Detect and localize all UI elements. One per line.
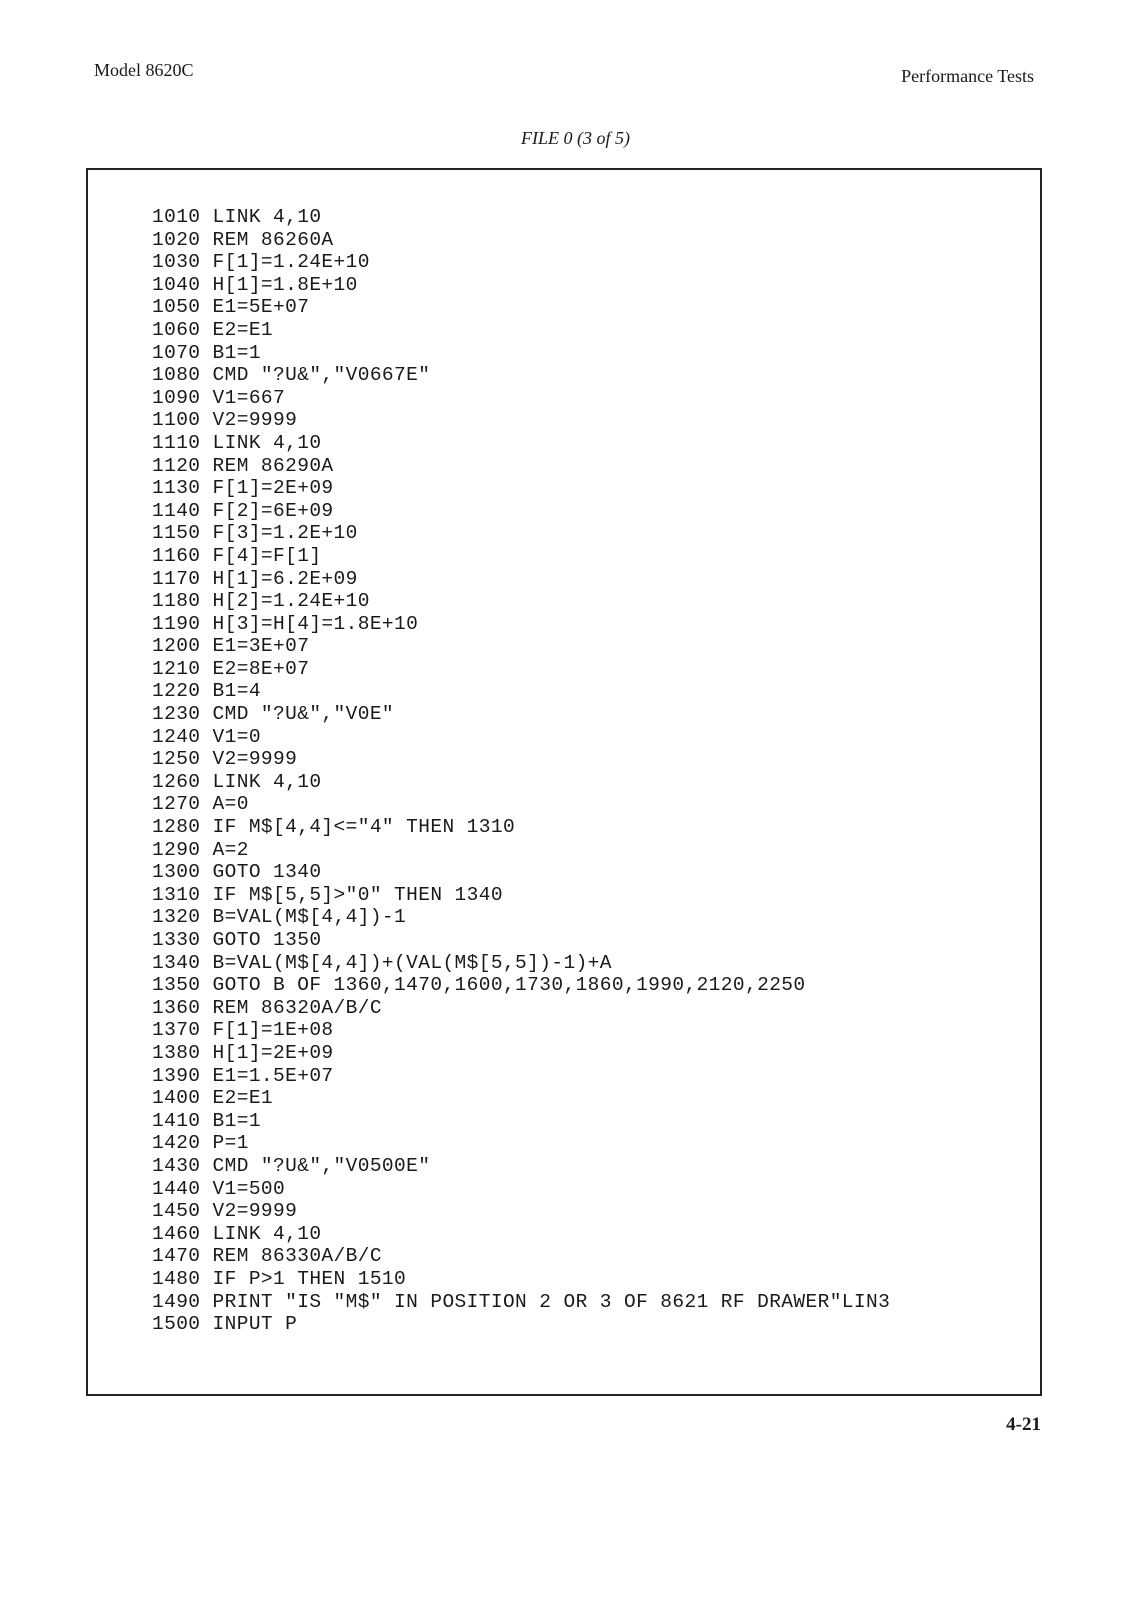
code-line: 1090 V1=667	[152, 386, 286, 409]
code-line: 1180 H[2]=1.24E+10	[152, 590, 370, 613]
code-line: 1220 B1=4	[152, 680, 261, 703]
code-line: 1400 E2=E1	[152, 1087, 274, 1110]
code-line: 1050 E1=5E+07	[152, 296, 310, 319]
code-line: 1210 E2=8E+07	[152, 657, 310, 680]
code-listing	[152, 206, 890, 1336]
code-line: 1160 F[4]=F[1]	[152, 544, 322, 567]
code-line: 1060 E2=E1	[152, 318, 274, 341]
code-line: 1430 CMD "?U&","V0500E"	[152, 1154, 431, 1177]
code-line: 1020 REM 86260A	[152, 228, 334, 251]
header-model: Model 8620C	[94, 60, 194, 80]
code-line: 1240 V1=0	[152, 725, 261, 748]
code-line: 1270 A=0	[152, 793, 249, 816]
code-line: 1460 LINK 4,10	[152, 1222, 322, 1245]
page-number: 4-21	[1006, 1414, 1041, 1435]
code-line: 1480 IF P>1 THEN 1510	[152, 1267, 407, 1290]
code-line: 1410 B1=1	[152, 1109, 261, 1132]
code-line: 1100 V2=9999	[152, 409, 298, 432]
code-line: 1500 INPUT P	[152, 1313, 298, 1336]
code-line: 1200 E1=3E+07	[152, 635, 310, 658]
code-line: 1290 A=2	[152, 838, 249, 861]
header-section: Performance Tests	[901, 66, 1034, 86]
code-line: 1080 CMD "?U&","V0667E"	[152, 364, 431, 387]
code-line: 1420 P=1	[152, 1132, 249, 1155]
code-line: 1130 F[1]=2E+09	[152, 477, 334, 500]
code-line: 1110 LINK 4,10	[152, 431, 322, 454]
code-line: 1260 LINK 4,10	[152, 770, 322, 793]
code-line: 1030 F[1]=1.24E+10	[152, 251, 370, 274]
code-line: 1070 B1=1	[152, 341, 261, 364]
code-line: 1360 REM 86320A/B/C	[152, 996, 382, 1019]
code-line: 1140 F[2]=6E+09	[152, 499, 334, 522]
code-line: 1350 GOTO B OF 1360,1470,1600,1730,1860,1990,2120,2250	[152, 974, 806, 997]
code-line: 1230 CMD "?U&","V0E"	[152, 703, 395, 726]
code-line: 1190 H[3]=H[4]=1.8E+10	[152, 612, 419, 635]
code-line: 1380 H[1]=2E+09	[152, 1041, 334, 1064]
code-line: 1120 REM 86290A	[152, 454, 334, 477]
code-line: 1040 H[1]=1.8E+10	[152, 273, 358, 296]
code-line: 1280 IF M$[4,4]<="4" THEN 1310	[152, 816, 516, 839]
code-line: 1490 PRINT "IS "M$" IN POSITION 2 OR 3 OF 8621 RF DRAWER"LIN3	[152, 1290, 891, 1313]
code-line: 1470 REM 86330A/B/C	[152, 1245, 382, 1268]
code-line: 1440 V1=500	[152, 1177, 286, 1200]
code-line: 1450 V2=9999	[152, 1200, 298, 1223]
code-line: 1150 F[3]=1.2E+10	[152, 522, 358, 545]
code-listing-box	[86, 168, 1042, 1396]
code-line: 1330 GOTO 1350	[152, 929, 322, 951]
code-line: 1010 LINK 4,10	[152, 206, 322, 228]
code-line: 1300 GOTO 1340	[152, 861, 322, 884]
code-line: 1320 B=VAL(M$[4,4])-1	[152, 906, 407, 929]
code-line: 1370 F[1]=1E+08	[152, 1019, 334, 1042]
code-line: 1170 H[1]=6.2E+09	[152, 567, 358, 590]
file-title: FILE 0 (3 of 5)	[521, 128, 630, 148]
code-line: 1310 IF M$[5,5]>"0" THEN 1340	[152, 883, 503, 906]
code-line: 1250 V2=9999	[152, 748, 298, 771]
code-line: 1390 E1=1.5E+07	[152, 1064, 334, 1087]
code-line: 1340 B=VAL(M$[4,4])+(VAL(M$[5,5])-1)+A	[152, 951, 612, 974]
